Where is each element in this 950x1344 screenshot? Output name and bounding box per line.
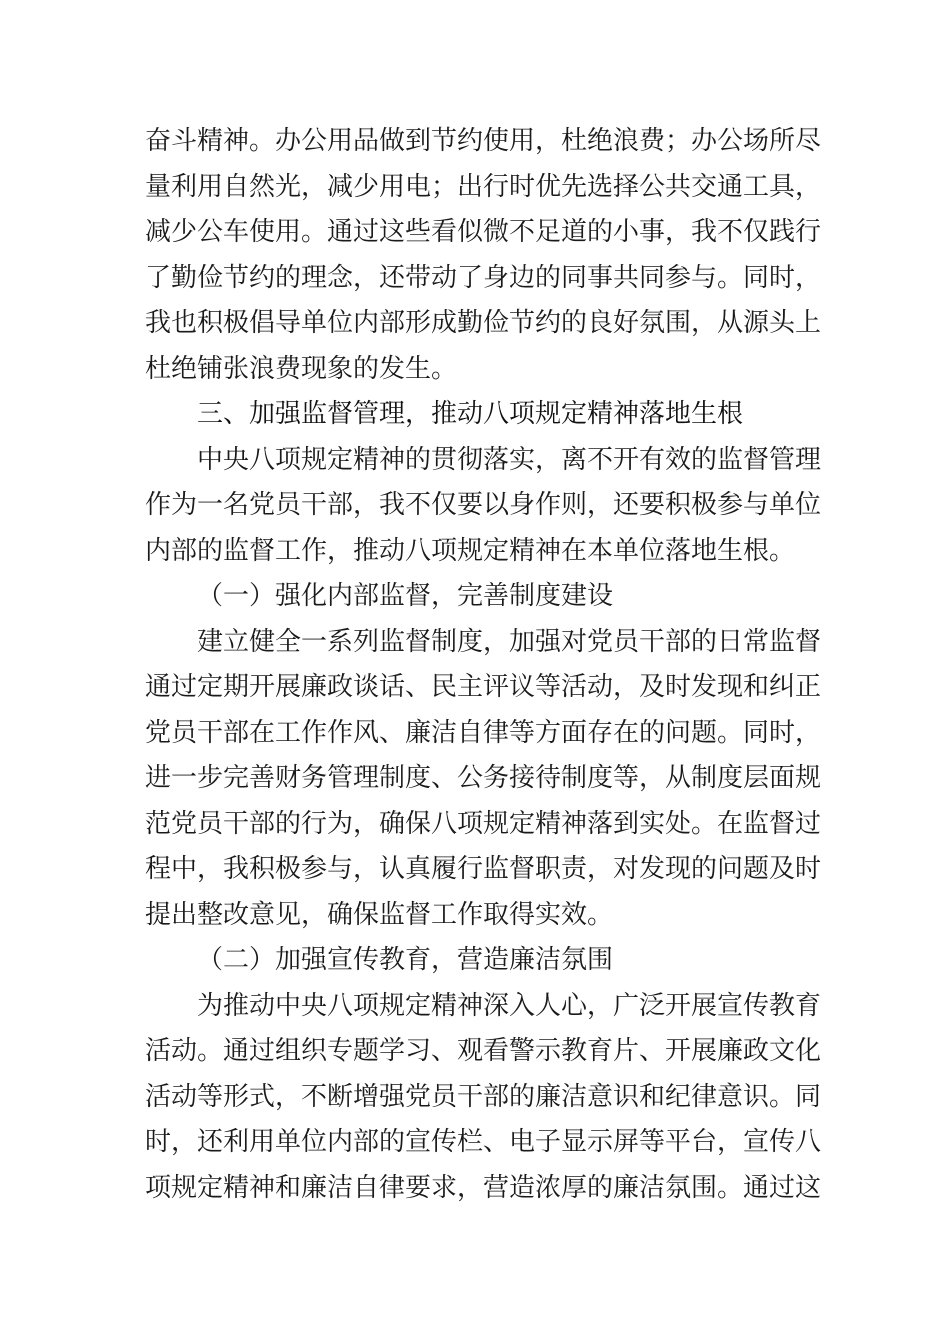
paragraph-line: 为推动中央八项规定精神深入人心，广泛开展宣传教育: [197, 990, 822, 1021]
document-body: [145, 119, 822, 1211]
paragraph-line: 党员干部在工作作风、廉洁自律等方面存在的问题。同时，: [145, 717, 822, 748]
paragraph-line: 建立健全一系列监督制度，加强对党员干部的日常监督: [197, 626, 822, 657]
subsection-heading: （二）加强宣传教育，营造廉洁氛围: [197, 945, 614, 975]
paragraph-line: 程中，我积极参与，认真履行监督职责，对发现的问题及时: [145, 854, 822, 884]
paragraph-line: 我也积极倡导单位内部形成勤俭节约的良好氛围，从源头上: [145, 308, 822, 338]
paragraph-line: 中央八项规定精神的贯彻落实，离不开有效的监督管理: [197, 444, 822, 475]
paragraph-line: 提出整改意见，确保监督工作取得实效。: [145, 899, 614, 930]
paragraph-line: 奋斗精神。办公用品做到节约使用，杜绝浪费；办公场所尽: [145, 126, 822, 156]
paragraph-line: 进一步完善财务管理制度、公务接待制度等，从制度层面规: [145, 763, 822, 793]
paragraph-line: 范党员干部的行为，确保八项规定精神落到实处。在监督过: [145, 808, 822, 839]
paragraph-line: 项规定精神和廉洁自律要求，营造浓厚的廉洁氛围。通过这: [145, 1172, 822, 1203]
paragraph-line: 量利用自然光，减少用电；出行时优先选择公共交通工具，: [145, 171, 822, 202]
paragraph-line: 时，还利用单位内部的宣传栏、电子显示屏等平台，宣传八: [145, 1127, 822, 1157]
section-heading: 三、加强监督管理，推动八项规定精神落地生根: [197, 399, 744, 429]
paragraph-line: 活动。通过组织专题学习、观看警示教育片、开展廉政文化: [145, 1036, 822, 1066]
paragraph-line: 内部的监督工作，推动八项规定精神在本单位落地生根。: [145, 535, 796, 566]
paragraph-line: 活动等形式，不断增强党员干部的廉洁意识和纪律意识。同: [145, 1081, 822, 1112]
paragraph-line: 了勤俭节约的理念，还带动了身边的同事共同参与。同时，: [145, 262, 822, 293]
paragraph-line: 作为一名党员干部，我不仅要以身作则，还要积极参与单位: [145, 490, 822, 520]
paragraph-line: 通过定期开展廉政谈话、民主评议等活动，及时发现和纠正: [145, 672, 822, 702]
paragraph-line: 减少公车使用。通过这些看似微不足道的小事，我不仅践行: [145, 217, 822, 247]
subsection-heading: （一）强化内部监督，完善制度建设: [197, 581, 614, 611]
paragraph-line: 杜绝铺张浪费现象的发生。: [145, 353, 458, 384]
